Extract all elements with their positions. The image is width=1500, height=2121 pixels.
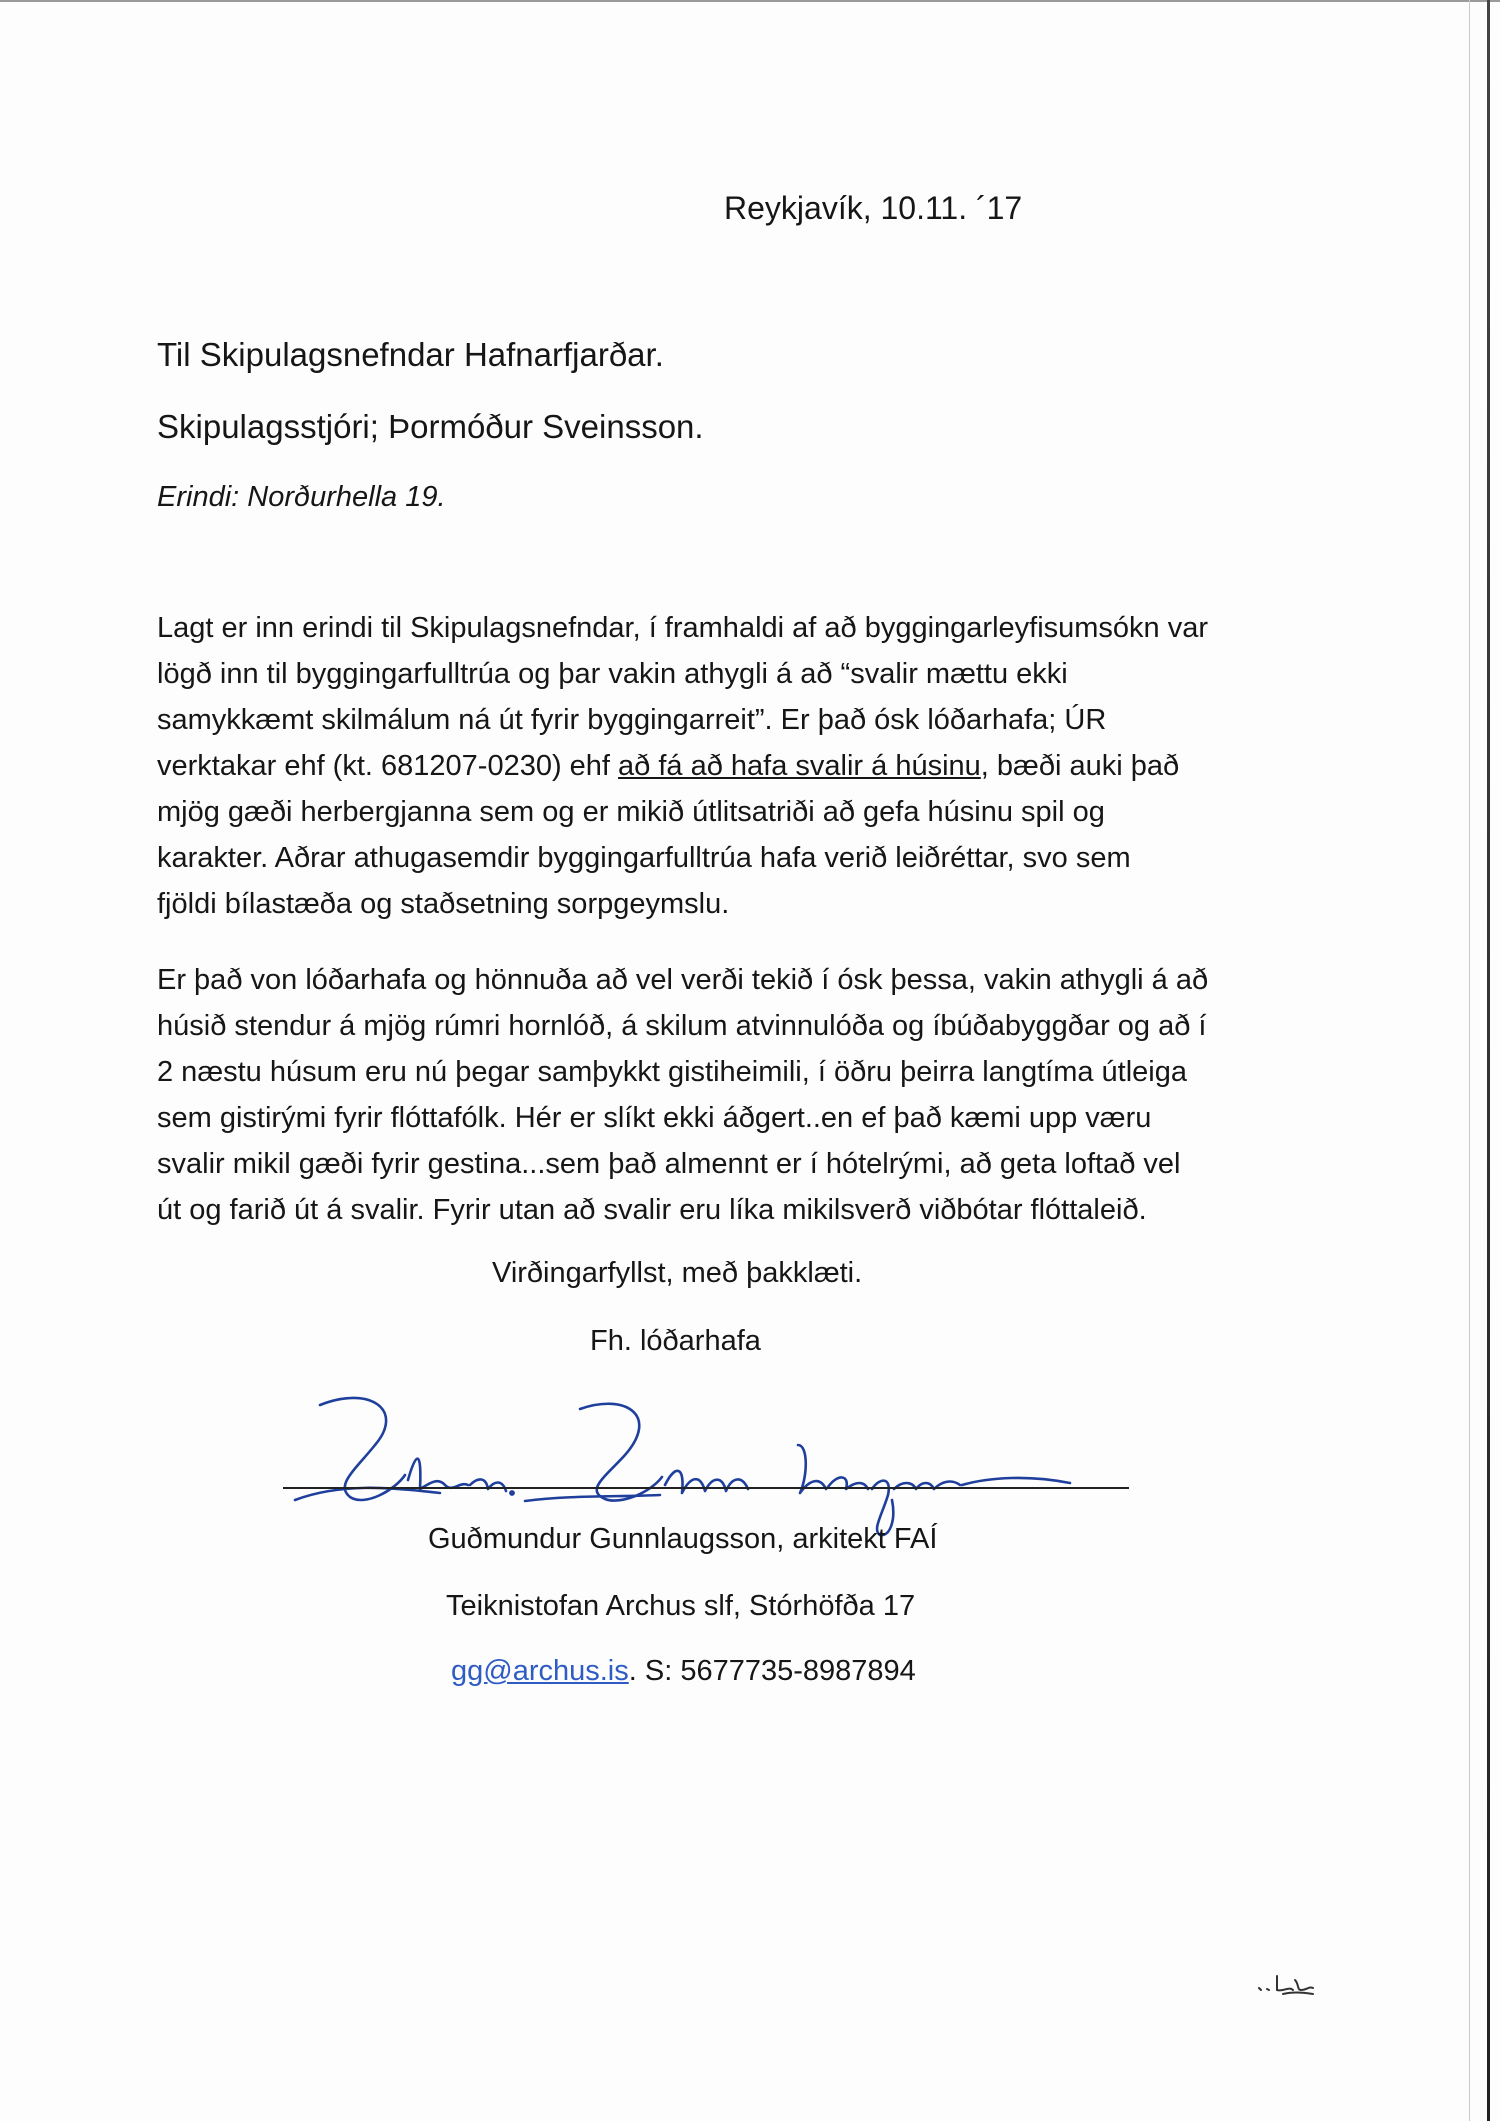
closing-line: Virðingarfyllst, með þakklæti. (492, 1257, 863, 1289)
body-paragraph-2 (157, 957, 1337, 1233)
body-paragraph-1 (157, 605, 1337, 927)
paragraph-line: samykkæmt skilmálum ná út fyrir byggingarreit”. Er það ósk lóðarhafa; ÚR (157, 704, 1107, 736)
underlined-request: að fá að hafa svalir á húsinu (618, 750, 981, 782)
paragraph-fragment: , bæði auki það (980, 750, 1180, 782)
scan-edge-right (1487, 0, 1490, 2121)
email-link[interactable]: gg@archus.is (451, 1655, 629, 1687)
paragraph-line: húsið stendur á mjög rúmri hornlóð, á skilum atvinnulóða og íbúðabyggðar og að í (157, 1010, 1207, 1042)
contact-line (451, 1653, 916, 1689)
subject-line: Erindi: Norðurhella 19. (157, 481, 446, 513)
recipient-line: Til Skipulagsnefndar Hafnarfjarðar. (157, 336, 664, 373)
paragraph-line (157, 743, 1337, 789)
paragraph-line: lögð inn til byggingarfulltrúa og þar vakin athygli á að “svalir mættu ekki (157, 658, 1068, 690)
paragraph-line: fjöldi bílastæða og staðsetning sorpgeymslu. (157, 888, 730, 920)
paragraph-line: Lagt er inn erindi til Skipulagsnefndar, í framhaldi af að byggingarleyfisumsókn var (157, 612, 1209, 644)
signatory-name: Guðmundur Gunnlaugsson, arkitekt FAÍ (428, 1523, 938, 1555)
scan-edge-top (0, 0, 1500, 2)
initials-mark (1253, 1970, 1323, 2000)
paragraph-line: Er það von lóðarhafa og hönnuða að vel verði tekið í ósk þessa, vakin athygli á að (157, 964, 1209, 996)
on-behalf-line: Fh. lóðarhafa (590, 1325, 761, 1357)
paragraph-line: karakter. Aðrar athugasemdir byggingarfulltrúa hafa verið leiðréttar, svo sem (157, 842, 1131, 874)
paragraph-line: út og farið út á svalir. Fyrir utan að svalir eru líka mikilsverð viðbótar flóttaleið. (157, 1194, 1147, 1226)
paragraph-line: sem gistirými fyrir flóttafólk. Hér er slíkt ekki áðgert..en ef það kæmi upp væru (157, 1102, 1152, 1134)
office-address: Teiknistofan Archus slf, Stórhöfða 17 (446, 1590, 916, 1622)
scan-edge-right-faint (1469, 0, 1470, 2121)
paragraph-fragment: verktakar ehf (kt. 681207-0230) ehf (157, 750, 619, 782)
phone-numbers: . S: 5677735-8987894 (628, 1655, 916, 1687)
paragraph-line: 2 næstu húsum eru nú þegar samþykkt gistiheimili, í öðru þeirra langtíma útleiga (157, 1056, 1188, 1088)
signature-line (283, 1487, 1129, 1489)
paragraph-line: svalir mikil gæði fyrir gestina...sem það almennt er í hótelrými, að geta loftað vel (157, 1148, 1181, 1180)
letter-date: Reykjavík, 10.11. ´17 (724, 190, 1023, 226)
paragraph-line: mjög gæði herbergjanna sem og er mikið útlitsatriði að gefa húsinu spil og (157, 796, 1105, 828)
planner-line: Skipulagsstjóri; Þormóður Sveinsson. (157, 408, 704, 445)
